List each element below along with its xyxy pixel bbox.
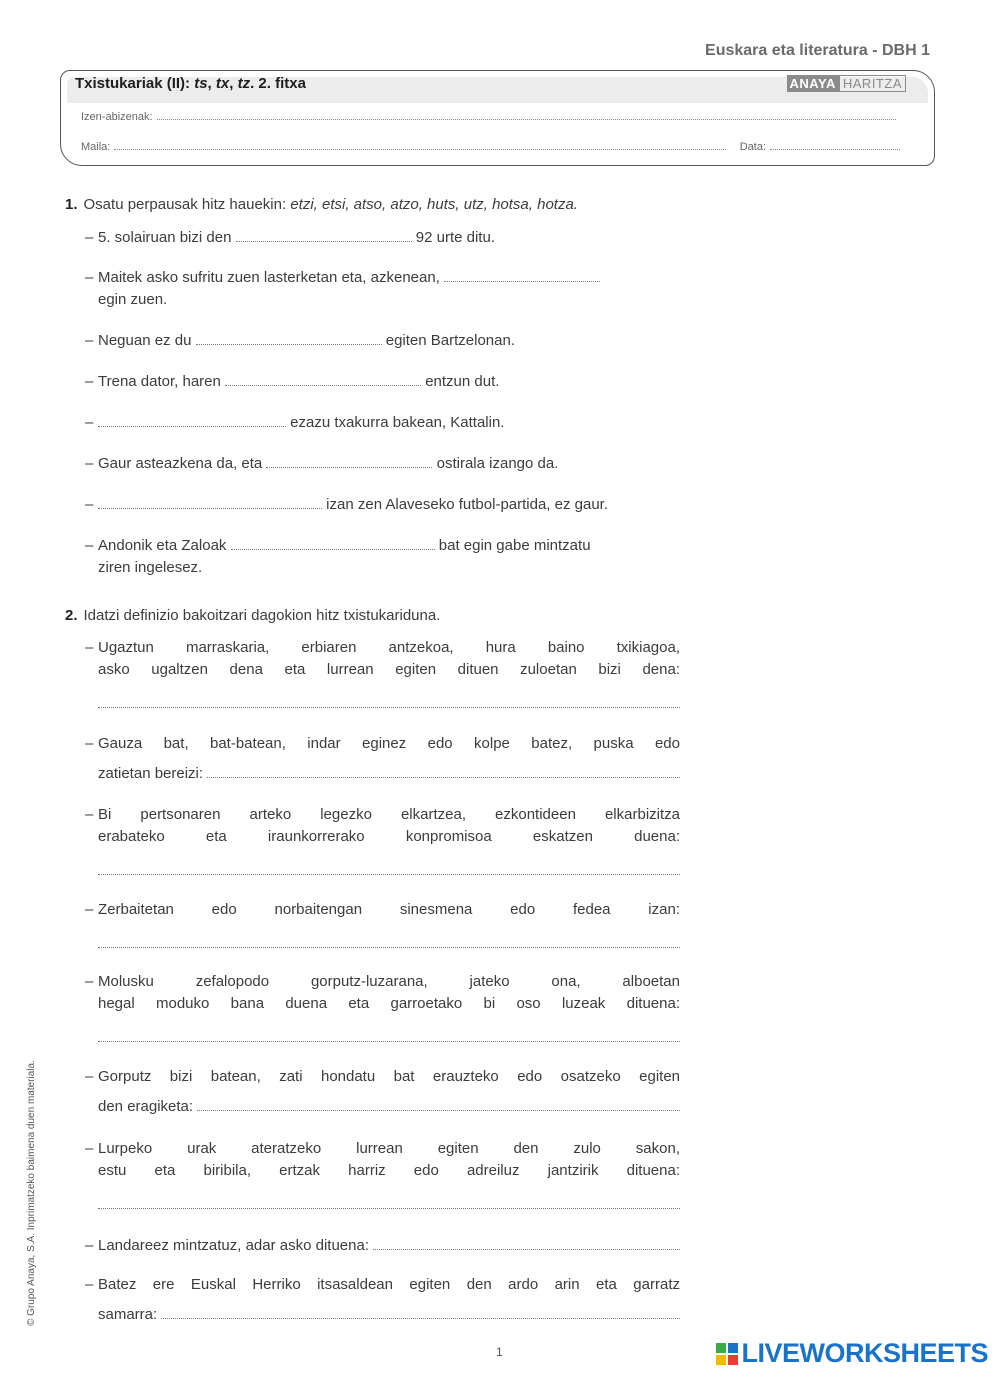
exercise-2-prompt: 2. Idatzi definizio bakoitzari dagokion hitz txistukariduna. — [65, 607, 441, 624]
level-date-row — [81, 141, 900, 153]
exercise-2-item: – Lurpeko urak ateratzeko lurrean egiten den zulo sakon, estu eta biribila, ertzak harriz edo adreiluz jantzirik dituena: — [85, 1138, 680, 1209]
exercise-2-item: – Gauza bat, bat-batean, indar eginez edo kolpe batez, puska edo zatietan bereizi: — [85, 735, 680, 782]
exercise-2-item: – Ugaztun marraskaria, erbiaren antzekoa, hura baino txikiagoa, asko ugaltzen dena eta lurrean egiten dituen zuloetan bizi dena: — [85, 637, 680, 708]
worksheet-header — [60, 70, 935, 166]
answer-line[interactable] — [197, 1096, 680, 1111]
exercise-1-item: – Andonik eta Zaloak bat egin gabe mintzatu ziren ingelesez. — [85, 537, 591, 576]
exercise-1-prompt: 1. Osatu perpausak hitz hauekin: etzi, etsi, atso, atzo, huts, utz, hotsa, hotza. — [65, 196, 578, 213]
exercise-1-item: – izan zen Alaveseko futbol-partida, ez gaur. — [85, 496, 609, 513]
exercise-1-item: – Neguan ez du egiten Bartzelonan. — [85, 332, 516, 349]
answer-line[interactable] — [98, 860, 680, 875]
exercise-1-item: – Trena dator, haren entzun dut. — [85, 373, 500, 390]
worksheet-title: Txistukariak (II): ts, tx, tz. 2. fitxa — [75, 75, 306, 92]
answer-blank[interactable] — [444, 267, 600, 282]
exercise-1-item: – 5. solairuan bizi den 92 urte ditu. — [85, 229, 495, 246]
answer-line[interactable] — [161, 1304, 680, 1319]
answer-blank[interactable] — [196, 330, 382, 345]
answer-blank[interactable] — [98, 412, 286, 427]
answer-blank[interactable] — [236, 227, 412, 242]
liveworksheets-icon — [716, 1343, 738, 1365]
exercise-1-item: – Gaur asteazkena da, eta ostirala izango da. — [85, 455, 559, 472]
copyright-note: © Grupo Anaya, S.A. Inprimatzeko baimena duen materiala. — [26, 1060, 37, 1326]
exercise-2-item: – Landareez mintzatuz, adar asko dituena: — [85, 1235, 680, 1257]
logo-haritza: HARITZA — [839, 75, 906, 92]
date-label: Data: — [739, 141, 766, 153]
liveworksheets-logo — [716, 1338, 988, 1369]
answer-blank[interactable] — [266, 453, 432, 468]
name-label: Izen-abizenak: — [81, 111, 153, 123]
level-label: Maila: — [81, 141, 111, 153]
exercise-2-item: – Batez ere Euskal Herriko itsasaldean egiten den ardo arin eta garratz samarra: — [85, 1276, 680, 1323]
answer-blank[interactable] — [225, 371, 421, 386]
logo-anaya: ANAYA — [787, 75, 839, 92]
answer-line[interactable] — [98, 1027, 680, 1042]
exercise-2-item: – Gorputz bizi batean, zati hondatu bat erauzteko edo osatzeko egiten den eragiketa: — [85, 1068, 680, 1115]
answer-line[interactable] — [98, 1194, 680, 1209]
answer-blank[interactable] — [231, 535, 435, 550]
answer-line[interactable] — [98, 933, 680, 948]
exercise-1-item: – ezazu txakurra bakean, Kattalin. — [85, 414, 505, 431]
liveworksheets-wordmark: LIVEWORKSHEETS — [741, 1338, 988, 1368]
page-number: 1 — [496, 1345, 503, 1359]
level-input-line[interactable] — [114, 149, 725, 150]
exercise-2-item: – Molusku zefalopodo gorputz-luzarana, jateko ona, alboetan hegal moduko bana duena eta garroetako bi oso luzeak dituena: — [85, 971, 680, 1042]
answer-blank[interactable] — [98, 494, 322, 509]
exercise-2-item: – Bi pertsonaren arteko legezko elkartzea, ezkontideen elkarbizitza erabateko eta iraunkorrerako konpromisoa eskatzen duena: — [85, 804, 680, 875]
name-field — [81, 111, 900, 123]
exercise-2-item: – Zerbaitetan edo norbaitengan sinesmena edo fedea izan: — [85, 899, 680, 948]
answer-line[interactable] — [207, 763, 680, 778]
answer-line[interactable] — [373, 1235, 680, 1250]
name-input-line[interactable] — [157, 119, 896, 120]
publisher-logo — [787, 75, 906, 92]
answer-line[interactable] — [98, 693, 680, 708]
date-input-line[interactable] — [770, 149, 900, 150]
exercise-1-item: – Maitek asko sufritu zuen lasterketan eta, azkenean, egin zuen. — [85, 267, 680, 311]
subject-label: Euskara eta literatura - DBH 1 — [705, 42, 930, 59]
